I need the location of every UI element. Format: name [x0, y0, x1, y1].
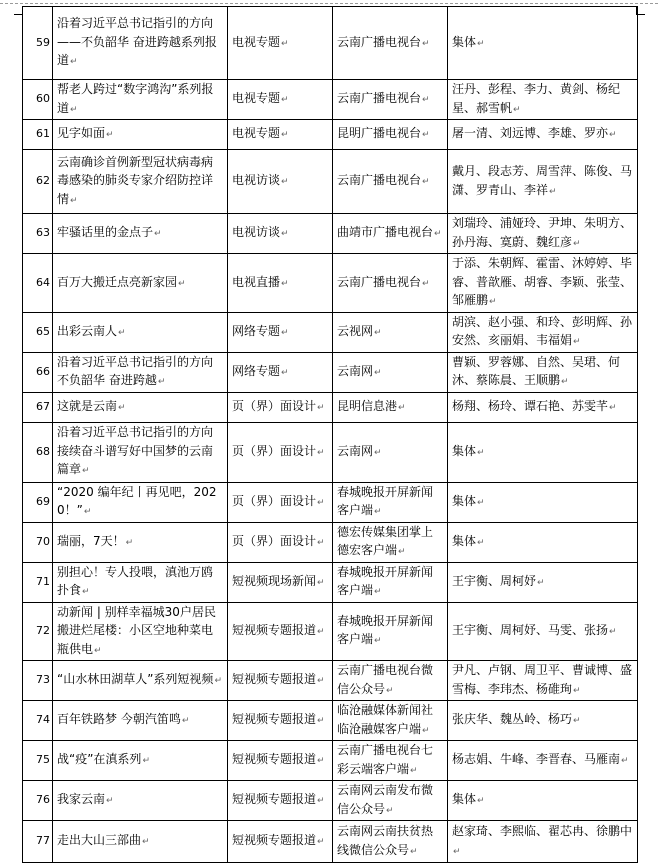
- entry-authors: [448, 602, 638, 661]
- paragraph-mark-icon: ↵: [477, 796, 485, 807]
- paragraph-mark-icon: ↵: [477, 38, 485, 49]
- entry-title-text: 百万大搬迁点亮新家园: [57, 274, 178, 289]
- paragraph-mark-icon: ↵: [398, 547, 406, 557]
- entry-title-text: “山水林田湖草人”系列短视频: [57, 672, 214, 687]
- entry-unit-text: 云南广播电视台: [337, 34, 422, 49]
- paragraph-mark-icon: ↵: [573, 238, 581, 249]
- table-row: [23, 150, 638, 214]
- entry-unit-text: 春城晚报开屏新闻客户端: [337, 613, 434, 647]
- paragraph-mark-icon: ↵: [281, 130, 289, 141]
- entry-title: [53, 254, 228, 313]
- paragraph-mark-icon: ↵: [386, 685, 394, 696]
- entry-category: [228, 602, 333, 661]
- entry-unit: [333, 7, 448, 80]
- entry-title: [53, 214, 228, 254]
- entry-title-text: 别担心！专人投喂，滇池万鸥扑食: [57, 564, 214, 597]
- table-row: [23, 80, 638, 120]
- entry-unit-text: 云南广播电视台: [337, 274, 422, 289]
- entry-number: [23, 150, 53, 214]
- entry-authors: [448, 312, 638, 352]
- paragraph-mark-icon: ↵: [422, 278, 430, 289]
- entry-authors: [448, 352, 638, 392]
- paragraph-mark-icon: ↵: [573, 685, 581, 696]
- entry-title: [53, 80, 228, 120]
- entry-title-text: 沿着习近平总书记指引的方向 不负韶华 奋进跨越: [57, 354, 214, 387]
- entry-title-text: 走出大山三部曲: [57, 833, 142, 848]
- entry-number-text: 73: [36, 673, 50, 687]
- paragraph-mark-icon: ↵: [609, 130, 617, 141]
- entry-category-text: 电视访谈: [232, 173, 281, 188]
- paragraph-mark-icon: ↵: [561, 377, 569, 387]
- paragraph-mark-icon: ↵: [317, 627, 325, 637]
- entry-title: [53, 661, 228, 701]
- paragraph-mark-icon: ↵: [453, 846, 461, 857]
- paragraph-mark-icon: ↵: [537, 577, 545, 588]
- entry-category-text: 页（界）面设计: [232, 493, 317, 508]
- entry-title: [53, 482, 228, 522]
- entry-number-text: 74: [36, 713, 50, 727]
- paragraph-mark-icon: ↵: [317, 756, 325, 767]
- table-row: [23, 781, 638, 821]
- entry-title: [53, 150, 228, 214]
- entry-number: [23, 482, 53, 522]
- paragraph-mark-icon: ↵: [317, 716, 325, 727]
- entry-unit-text: 云南网云南扶贫热线微信公众号: [337, 824, 434, 857]
- entry-title-text: 云南确诊首例新型冠状病毒病毒感染的肺炎专家介绍防控详情: [57, 154, 214, 206]
- entry-category: [228, 214, 333, 254]
- entry-authors: [448, 661, 638, 701]
- entry-number: [23, 701, 53, 741]
- entry-category: [228, 312, 333, 352]
- entry-category-text: 短视频专题报道: [232, 712, 317, 727]
- entry-title: [53, 781, 228, 821]
- entry-unit-text: 昆明信息港: [337, 398, 398, 413]
- entry-authors-text: 集体: [452, 533, 477, 548]
- entry-authors-text: 胡滨、赵小强、和玲、彭明辉、孙安然、亥丽娟、韦福娟: [452, 314, 633, 347]
- entry-title: [53, 392, 228, 422]
- entry-category-text: 短视频专题报道: [232, 752, 317, 767]
- paragraph-mark-icon: ↵: [82, 587, 90, 597]
- entry-title: [53, 522, 228, 562]
- entry-category: [228, 80, 333, 120]
- entry-authors-text: 尹凡、卢钢、周卫平、曹诚博、盛雪梅、李玮杰、杨碓珣: [452, 663, 633, 696]
- entry-category: [228, 422, 333, 482]
- entry-unit: [333, 312, 448, 352]
- paragraph-mark-icon: ↵: [317, 676, 325, 687]
- entry-authors-text: 屠一清、刘远博、李雄、罗亦: [452, 126, 609, 141]
- entry-category-text: 网络专题: [232, 363, 281, 378]
- table-row: [23, 522, 638, 562]
- paragraph-mark-icon: ↵: [157, 377, 166, 387]
- entry-unit-text: 曲靖市广播电视台: [337, 225, 434, 240]
- entry-title-text: 见字如面: [57, 126, 106, 141]
- entry-number: [23, 781, 53, 821]
- table-row: [23, 661, 638, 701]
- entry-title: [53, 701, 228, 741]
- entry-unit: [333, 482, 448, 522]
- entry-unit: [333, 781, 448, 821]
- entry-unit-text: 云南广播电视台七彩云端客户端: [337, 743, 434, 776]
- entry-authors: [448, 701, 638, 741]
- entry-authors-text: 刘瑞玲、浦娅玲、尹坤、朱明方、孙丹海、寞蔚、魏红彦: [452, 216, 633, 249]
- entry-title: [53, 422, 228, 482]
- table-row: [23, 7, 638, 80]
- entry-number-text: 62: [36, 174, 50, 188]
- entry-category: [228, 254, 333, 313]
- entry-category-text: 电视访谈: [232, 225, 281, 240]
- paragraph-mark-icon: ↵: [398, 402, 406, 413]
- entry-authors: [448, 482, 638, 522]
- entry-number-text: 75: [36, 753, 50, 767]
- entry-category-text: 电视直播: [232, 274, 281, 289]
- entry-number: [23, 602, 53, 661]
- paragraph-mark-icon: ↵: [125, 537, 134, 548]
- entry-category: [228, 562, 333, 602]
- entry-number: [23, 422, 53, 482]
- paragraph-mark-icon: ↵: [549, 186, 557, 197]
- entry-title: [53, 312, 228, 352]
- entry-category: [228, 482, 333, 522]
- entry-authors: [448, 120, 638, 150]
- paragraph-mark-icon: ↵: [317, 447, 325, 458]
- paragraph-mark-icon: ↵: [489, 297, 497, 307]
- paragraph-mark-icon: ↵: [422, 95, 430, 106]
- entry-category-text: 电视专题: [232, 126, 281, 141]
- entry-number-text: 65: [36, 324, 50, 338]
- entry-title-text: 战“疫”在滇系列: [57, 752, 142, 767]
- entry-title-text: 沿着习近平总书记指引的方向——不负韶华 奋进跨越系列报道: [57, 16, 217, 68]
- paragraph-mark-icon: ↵: [83, 507, 92, 517]
- entry-unit: [333, 522, 448, 562]
- paragraph-mark-icon: ↵: [477, 447, 485, 458]
- entry-category-text: 电视专题: [232, 34, 281, 49]
- paragraph-mark-icon: ↵: [374, 587, 382, 597]
- entry-number: [23, 80, 53, 120]
- entry-number-text: 69: [36, 494, 50, 508]
- paragraph-mark-icon: ↵: [317, 796, 325, 807]
- award-table: [22, 6, 638, 863]
- entry-authors: [448, 80, 638, 120]
- paragraph-mark-icon: ↵: [621, 756, 629, 767]
- table-row: [23, 602, 638, 661]
- entry-number: [23, 352, 53, 392]
- entry-unit: [333, 254, 448, 313]
- entry-number-text: 64: [36, 275, 50, 289]
- table-row: [23, 422, 638, 482]
- entry-unit: [333, 602, 448, 661]
- entry-authors: [448, 214, 638, 254]
- entry-unit: [333, 120, 448, 150]
- entry-title-text: 我家云南: [57, 792, 106, 807]
- entry-number: [23, 562, 53, 602]
- entry-title-text: 百年铁路梦 今朝汽笛鸣: [57, 712, 181, 727]
- table-row: [23, 254, 638, 313]
- paragraph-mark-icon: ↵: [573, 337, 581, 347]
- entry-category-text: 页（界）面设计: [232, 443, 317, 458]
- entry-authors: [448, 781, 638, 821]
- entry-unit: [333, 80, 448, 120]
- paragraph-mark-icon: ↵: [281, 95, 289, 106]
- page-top-rule: [0, 3, 658, 4]
- paragraph-mark-icon: ↵: [317, 537, 325, 548]
- entry-number-text: 70: [36, 534, 50, 548]
- entry-authors-text: 戴月、段志芳、周雪萍、陈俊、马潇、罗青山、李祥: [452, 164, 633, 197]
- entry-unit: [333, 422, 448, 482]
- paragraph-mark-icon: ↵: [422, 130, 430, 141]
- entry-title: [53, 352, 228, 392]
- entry-unit: [333, 392, 448, 422]
- entry-number-text: 77: [36, 834, 50, 848]
- entry-category: [228, 392, 333, 422]
- paragraph-mark-icon: ↵: [281, 229, 289, 240]
- entry-unit: [333, 150, 448, 214]
- entry-title-text: 帮老人跨过“数字鸿沟”系列报道: [57, 82, 214, 115]
- paragraph-mark-icon: ↵: [477, 537, 485, 548]
- paragraph-mark-icon: ↵: [573, 716, 581, 727]
- entry-number-text: 59: [36, 35, 50, 49]
- entry-authors-text: 集体: [452, 34, 477, 49]
- paragraph-mark-icon: ↵: [106, 796, 114, 807]
- table-row: [23, 214, 638, 254]
- paragraph-mark-icon: ↵: [281, 278, 289, 289]
- entry-authors-text: 杨志娟、牛峰、李晋春、马雁南: [452, 752, 621, 767]
- entry-number-text: 60: [36, 92, 50, 106]
- paragraph-mark-icon: ↵: [410, 765, 418, 776]
- entry-number: [23, 254, 53, 313]
- entry-title: [53, 741, 228, 781]
- paragraph-mark-icon: ↵: [609, 402, 617, 413]
- entry-unit: [333, 562, 448, 602]
- paragraph-mark-icon: ↵: [142, 756, 150, 767]
- entry-number: [23, 661, 53, 701]
- table-row: [23, 701, 638, 741]
- entry-category-text: 电视专题: [232, 91, 281, 106]
- paragraph-mark-icon: ↵: [142, 837, 150, 848]
- paragraph-mark-icon: ↵: [317, 402, 325, 413]
- entry-number: [23, 312, 53, 352]
- entry-authors-text: 杨翔、杨玲、谭石艳、苏雯芊: [452, 398, 609, 413]
- entry-category-text: 短视频专题报道: [232, 672, 317, 687]
- entry-unit: [333, 661, 448, 701]
- table-row: [23, 482, 638, 522]
- paragraph-mark-icon: ↵: [374, 507, 382, 517]
- entry-title-text: 出彩云南人: [57, 323, 118, 338]
- paragraph-mark-icon: ↵: [181, 716, 190, 727]
- entry-authors: [448, 254, 638, 313]
- paragraph-mark-icon: ↵: [513, 104, 521, 115]
- entry-title: [53, 562, 228, 602]
- paragraph-mark-icon: ↵: [422, 38, 430, 49]
- paragraph-mark-icon: ↵: [422, 725, 430, 736]
- entry-authors: [448, 741, 638, 781]
- entry-category: [228, 522, 333, 562]
- paragraph-mark-icon: ↵: [281, 177, 289, 188]
- entry-authors-text: 集体: [452, 792, 477, 807]
- entry-category-text: 网络专题: [232, 323, 281, 338]
- entry-title: [53, 7, 228, 80]
- entry-unit: [333, 741, 448, 781]
- entry-number: [23, 522, 53, 562]
- entry-title-text: 沿着习近平总书记指引的方向接续奋斗谱写好中国梦的云南篇章: [57, 425, 214, 477]
- paragraph-mark-icon: ↵: [281, 38, 289, 49]
- entry-authors: [448, 522, 638, 562]
- paragraph-mark-icon: ↵: [374, 636, 382, 647]
- paragraph-mark-icon: ↵: [434, 229, 442, 240]
- entry-category-text: 短视频现场新闻: [232, 573, 317, 588]
- entry-title: [53, 602, 228, 661]
- entry-category: [228, 701, 333, 741]
- paragraph-mark-icon: ↵: [70, 195, 78, 206]
- entry-title-text: 这就是云南: [57, 398, 118, 413]
- award-table-body: [23, 7, 638, 863]
- entry-number: [23, 741, 53, 781]
- entry-unit-text: 昆明广播电视台: [337, 126, 422, 141]
- entry-title-text: “2020 编年纪丨再见吧，2020！”: [57, 484, 217, 517]
- entry-unit-text: 云视网: [337, 323, 374, 338]
- entry-authors-text: 曹颖、罗蓉娜、自然、吴珺、何沐、蔡陈晨、王顺鹏: [452, 354, 621, 387]
- entry-authors-text: 赵家琦、李熙临、翟芯冉、徐鹏中: [452, 824, 633, 838]
- paragraph-mark-icon: ↵: [317, 837, 325, 848]
- entry-number-text: 72: [36, 624, 50, 637]
- entry-unit: [333, 352, 448, 392]
- paragraph-mark-icon: ↵: [178, 278, 186, 289]
- entry-authors-text: 汪丹、彭程、李力、黄剑、杨纪星、郝雪帆: [452, 82, 621, 115]
- entry-authors-text: 于添、朱朝辉、霍雷、沐婷婷、毕睿、普歆雁、胡睿、李颖、张莹、邹雁鹏: [452, 256, 633, 307]
- table-row: [23, 741, 638, 781]
- paragraph-mark-icon: ↵: [70, 104, 78, 115]
- entry-unit-text: 春城晚报开屏新闻客户端: [337, 564, 434, 597]
- entry-unit-text: 临沧融媒体新闻社临沧融媒客户端: [337, 703, 434, 736]
- paragraph-mark-icon: ↵: [70, 57, 78, 68]
- entry-authors: [448, 422, 638, 482]
- paragraph-mark-icon: ↵: [422, 177, 430, 188]
- paragraph-mark-icon: ↵: [374, 327, 382, 338]
- entry-category-text: 短视频专题报道: [232, 623, 317, 637]
- paragraph-mark-icon: ↵: [106, 130, 114, 141]
- entry-category: [228, 7, 333, 80]
- table-row: [23, 120, 638, 150]
- entry-title-text: 动新闻 | 别样幸福城30户居民搬进烂尾楼：小区空地种菜电瓶供电: [57, 604, 216, 656]
- paragraph-mark-icon: ↵: [386, 805, 394, 816]
- paragraph-mark-icon: ↵: [94, 645, 102, 656]
- paragraph-mark-icon: ↵: [154, 229, 162, 240]
- entry-number: [23, 120, 53, 150]
- entry-number-text: 71: [36, 574, 50, 588]
- paragraph-mark-icon: ↵: [281, 327, 289, 338]
- entry-category-text: 页（界）面设计: [232, 398, 317, 413]
- entry-unit: [333, 214, 448, 254]
- entry-category: [228, 781, 333, 821]
- entry-authors-text: 王宇衡、周柯妤: [452, 573, 537, 588]
- entry-unit-text: 云南广播电视台: [337, 91, 422, 106]
- entry-category: [228, 352, 333, 392]
- entry-category: [228, 741, 333, 781]
- entry-title-text: 牢骚话里的金点子: [57, 225, 154, 240]
- entry-unit-text: 云南网: [337, 363, 374, 378]
- paragraph-mark-icon: ↵: [118, 402, 126, 413]
- entry-unit: [333, 701, 448, 741]
- entry-number-text: 68: [36, 444, 50, 458]
- entry-category: [228, 150, 333, 214]
- entry-unit-text: 德宏传媒集团掌上德宏客户端: [337, 524, 434, 557]
- entry-authors: [448, 150, 638, 214]
- entry-authors: [448, 7, 638, 80]
- paragraph-mark-icon: ↵: [317, 497, 325, 508]
- entry-unit-text: 云南网: [337, 443, 374, 458]
- table-row: [23, 392, 638, 422]
- entry-title-text: 瑞丽，7天！: [57, 533, 125, 548]
- entry-number: [23, 7, 53, 80]
- entry-unit-text: 云南广播电视台微信公众号: [337, 663, 434, 696]
- paragraph-mark-icon: ↵: [374, 447, 382, 458]
- entry-number-text: 76: [36, 793, 50, 807]
- paragraph-mark-icon: ↵: [281, 367, 289, 378]
- paragraph-mark-icon: ↵: [118, 327, 126, 338]
- paragraph-mark-icon: ↵: [214, 676, 222, 687]
- entry-number: [23, 392, 53, 422]
- entry-authors-text: 张庆华、魏丛岭、杨巧: [452, 712, 573, 727]
- entry-number-text: 61: [36, 127, 50, 141]
- entry-category-text: 短视频专题报道: [232, 792, 317, 807]
- entry-category-text: 短视频专题报道: [232, 833, 317, 848]
- paragraph-mark-icon: ↵: [374, 367, 382, 378]
- entry-authors: [448, 392, 638, 422]
- table-row: [23, 312, 638, 352]
- entry-authors: [448, 562, 638, 602]
- entry-unit-text: 云南广播电视台: [337, 173, 422, 188]
- entry-title: [53, 120, 228, 150]
- entry-category: [228, 120, 333, 150]
- paragraph-mark-icon: ↵: [317, 577, 325, 588]
- entry-number-text: 66: [36, 364, 50, 378]
- paragraph-mark-icon: ↵: [609, 627, 617, 637]
- entry-authors-text: 集体: [452, 443, 477, 458]
- paragraph-mark-icon: ↵: [410, 846, 418, 857]
- entry-unit-text: 云南网云南发布微信公众号: [337, 783, 434, 816]
- entry-number-text: 63: [36, 226, 50, 240]
- entry-category: [228, 661, 333, 701]
- entry-category-text: 页（界）面设计: [232, 533, 317, 548]
- table-row: [23, 562, 638, 602]
- entry-unit-text: 春城晚报开屏新闻客户端: [337, 484, 434, 517]
- entry-number: [23, 214, 53, 254]
- paragraph-mark-icon: ↵: [477, 497, 485, 508]
- entry-authors-text: 集体: [452, 493, 477, 508]
- entry-number-text: 67: [36, 399, 50, 413]
- entry-authors-text: 王宇衡、周柯妤、马雯、张扬: [452, 623, 609, 637]
- paragraph-mark-icon: ↵: [82, 466, 90, 477]
- table-row: [23, 352, 638, 392]
